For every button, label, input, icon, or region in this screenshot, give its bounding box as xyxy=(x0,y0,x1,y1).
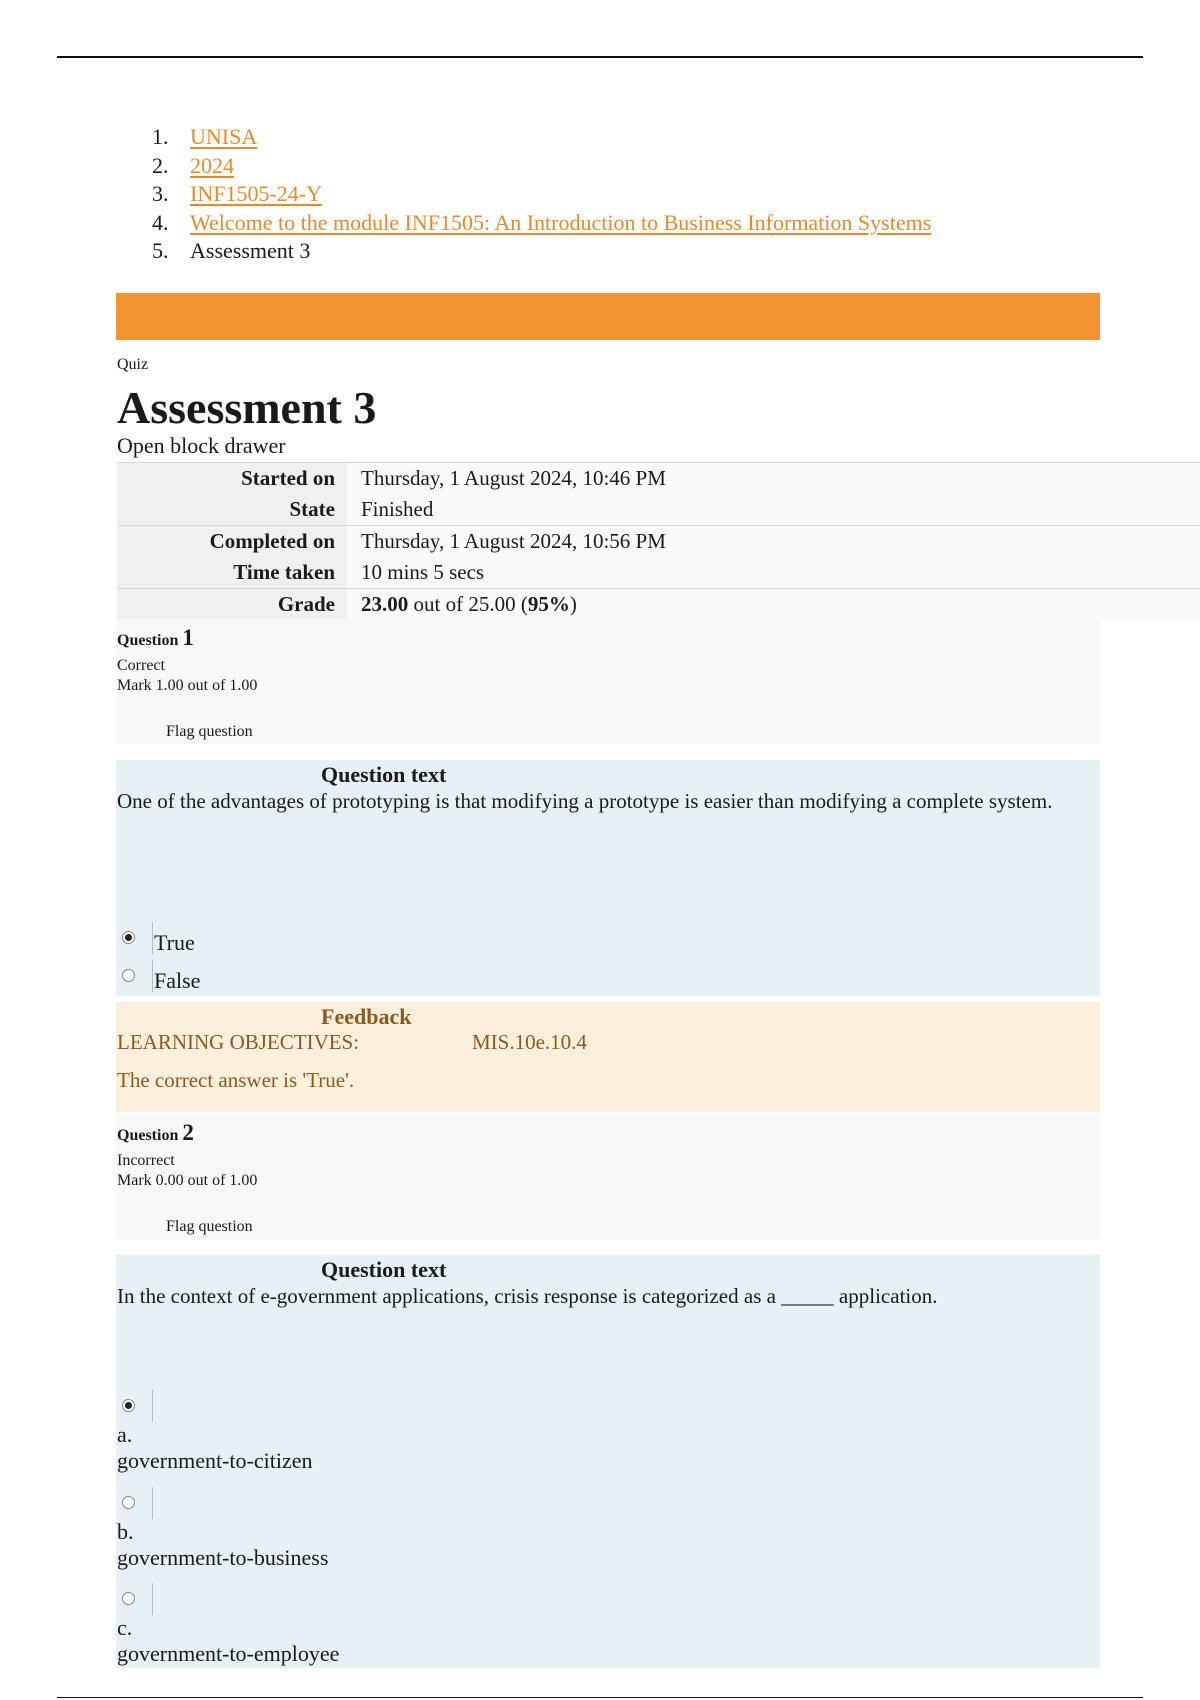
breadcrumb-num: 5. xyxy=(152,238,169,263)
question-2-info xyxy=(116,1114,1100,1239)
summary-value: 10 mins 5 secs xyxy=(347,557,1200,588)
flag-question-link[interactable]: Flag question xyxy=(166,1218,253,1235)
option-label: government-to-employee xyxy=(117,1641,340,1666)
question-heading xyxy=(117,1120,194,1146)
breadcrumb-item xyxy=(152,237,931,266)
grade-close: ) xyxy=(569,592,577,616)
breadcrumb xyxy=(152,123,931,266)
summary-label: Grade xyxy=(117,589,347,620)
learning-objectives-label: LEARNING OBJECTIVES: xyxy=(117,1030,360,1054)
question-number: 2 xyxy=(182,1120,194,1145)
summary-label: State xyxy=(117,494,347,525)
breadcrumb-num: 4. xyxy=(152,209,169,235)
radio-false[interactable] xyxy=(116,960,153,992)
summary-row-state xyxy=(117,494,1200,525)
summary-label: Time taken xyxy=(117,557,347,588)
question-prefix: Question xyxy=(117,1127,179,1144)
question-text: One of the advantages of prototyping is that modifying a prototype is easier than modifying a complete system. xyxy=(117,789,1053,813)
radio-unselected-icon xyxy=(122,1592,135,1605)
question-status: Correct xyxy=(117,657,165,674)
breadcrumb-num: 3. xyxy=(152,181,169,206)
radio-option-a[interactable] xyxy=(116,1390,153,1422)
summary-value: Finished xyxy=(347,494,1200,525)
breadcrumb-item xyxy=(152,152,931,181)
summary-row-grade xyxy=(117,588,1200,620)
breadcrumb-item xyxy=(152,180,931,209)
radio-option-c[interactable] xyxy=(116,1583,153,1615)
breadcrumb-link-unisa[interactable]: UNISA xyxy=(190,124,258,149)
breadcrumb-num: 1. xyxy=(152,124,169,149)
question-2-content xyxy=(116,1255,1100,1668)
breadcrumb-num: 2. xyxy=(152,152,169,178)
bottom-rule xyxy=(57,1697,1143,1698)
question-number: 1 xyxy=(182,625,194,650)
summary-row-started xyxy=(117,462,1200,494)
grade-out-of: out of 25.00 ( xyxy=(408,592,528,616)
summary-row-completed xyxy=(117,525,1200,557)
option-label: True xyxy=(154,930,195,955)
summary-row-time xyxy=(117,557,1200,588)
header-banner xyxy=(116,293,1100,340)
flag-question-link[interactable]: Flag question xyxy=(166,723,253,740)
question-text-heading: Question text xyxy=(321,1257,447,1282)
radio-unselected-icon xyxy=(122,969,135,982)
option-letter: c. xyxy=(117,1615,133,1640)
option-label: False xyxy=(154,968,201,993)
question-1-info xyxy=(116,619,1100,744)
question-prefix: Question xyxy=(117,632,179,649)
learning-objectives-value: MIS.10e.10.4 xyxy=(472,1030,587,1054)
option-label: government-to-business xyxy=(117,1545,329,1570)
top-rule xyxy=(57,56,1143,58)
summary-value xyxy=(347,589,1200,620)
question-1-content xyxy=(116,760,1100,996)
breadcrumb-link-year[interactable]: 2024 xyxy=(190,152,234,178)
breadcrumb-item xyxy=(152,209,931,238)
question-heading xyxy=(117,625,194,651)
breadcrumb-link-course[interactable]: INF1505-24-Y xyxy=(190,181,322,206)
breadcrumb-link-module[interactable]: Welcome to the module INF1505: An Introduction to Business Information Systems xyxy=(190,209,932,235)
feedback-heading: Feedback xyxy=(321,1004,412,1029)
question-text: In the context of e-government applications, crisis response is categorized as a _____ application. xyxy=(117,1284,938,1308)
grade-score: 23.00 xyxy=(361,592,409,616)
option-letter: a. xyxy=(117,1422,133,1447)
breadcrumb-current: Assessment 3 xyxy=(190,238,311,263)
radio-true[interactable] xyxy=(116,922,153,954)
radio-option-b[interactable] xyxy=(116,1487,153,1519)
question-1-feedback xyxy=(116,1002,1100,1112)
breadcrumb-item xyxy=(152,123,931,152)
right-answer: The correct answer is 'True'. xyxy=(117,1068,355,1092)
quiz-label: Quiz xyxy=(117,356,149,373)
attempt-summary-table xyxy=(117,462,1200,620)
summary-value: Thursday, 1 August 2024, 10:46 PM xyxy=(347,463,1200,494)
summary-label: Completed on xyxy=(117,526,347,557)
summary-label: Started on xyxy=(117,463,347,494)
question-text-heading: Question text xyxy=(321,762,447,787)
open-block-drawer[interactable]: Open block drawer xyxy=(117,433,286,458)
summary-value: Thursday, 1 August 2024, 10:56 PM xyxy=(347,526,1200,557)
radio-unselected-icon xyxy=(122,1496,135,1509)
question-mark: Mark 0.00 out of 1.00 xyxy=(117,1172,258,1189)
radio-selected-icon xyxy=(122,1399,135,1412)
radio-selected-icon xyxy=(122,931,135,944)
page-title: Assessment 3 xyxy=(117,382,377,433)
option-letter: b. xyxy=(117,1519,134,1544)
question-status: Incorrect xyxy=(117,1152,175,1169)
grade-percent: 95% xyxy=(527,592,570,616)
question-mark: Mark 1.00 out of 1.00 xyxy=(117,677,258,694)
option-label: government-to-citizen xyxy=(117,1448,313,1473)
